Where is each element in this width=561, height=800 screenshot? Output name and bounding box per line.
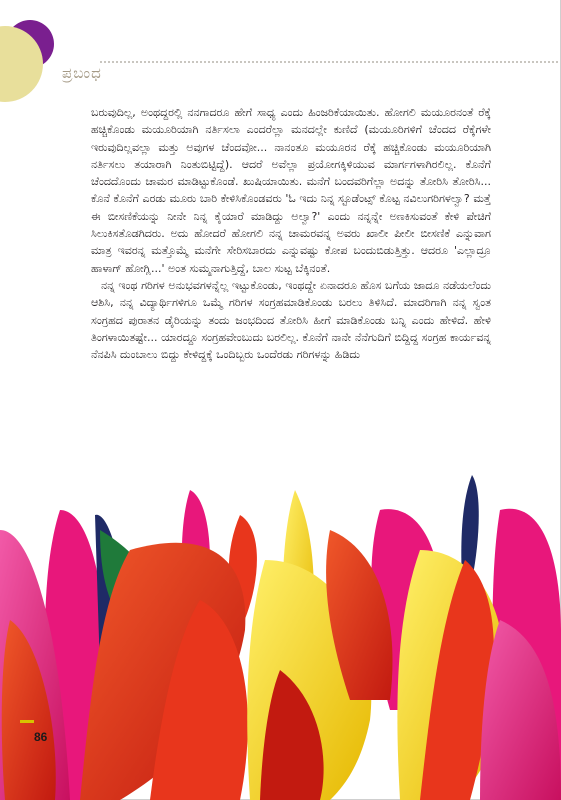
decorative-circles <box>0 0 70 110</box>
page-number: 86 <box>34 730 48 744</box>
article-paragraph: ನನ್ನ ಇಂಥ ಗರಿಗಳ ಅನುಭವಗಳನ್ನೆಲ್ಲ ಇಟ್ಟುಕೊಂಡು, ಇಂಥದ್ದೇ ಏನಾದರೂ ಹೊಸ ಬಗೆಯ ಜಾದೂ ನಡೆಯಲೆಂದು ಆಶಿಸಿ, ನನ್ನ ವಿದ್ಯಾರ್ಥಿಗಳಿಗೂ ಒಮ್ಮೆ ಗರಿಗಳ ಸಂಗ್ರಹಮಾಡಿಕೊಂಡು ಬರಲು ತಿಳಿಸಿದೆ. ಮಾದರಿಗಾಗಿ ನನ್ನ ಸ್ವಂತ ಸಂಗ್ರಹದ ಪುರಾತನ ಡೈರಿಯನ್ನು ತಂದು ಜಂಭದಿಂದ ತೋರಿಸಿ ಹೀಗೆ ಮಾಡಿಕೊಂಡು ಬನ್ನಿ ಎಂದು ಹೇಳಿದೆ. ಹೇಳಿ ತಿಂಗಳಾಯಿತಷ್ಟೇ... ಯಾರದ್ದೂ ಸಂಗ್ರಹವೇಂಬುದು ಬರಲಿಲ್ಲ. ಕೊನೆಗೆ ನಾನೇ ನೆನೆಗುದಿಗೆ ಬಿದ್ದಿದ್ದ ಸಂಗ್ರಹ ಕಾರ್ಯವನ್ನ ನೆನಪಿಸಿ ದುಂಬಾಲು ಬಿದ್ದು ಕೇಳಿದ್ದಕ್ಕೆ ಒಂದಿಬ್ಬರು ಒಂದೆರಡು ಗರಿಗಳನ್ನು ಹಿಡಿದು <box>91 278 491 362</box>
section-divider <box>100 61 558 63</box>
page-number-accent <box>20 720 34 723</box>
section-label: ಪ್ರಬಂಧ <box>62 64 102 82</box>
article-paragraph: ಬರುವುದಿಲ್ಲ, ಅಂಥದ್ದರಲ್ಲಿ ನನಗಾದರೂ ಹೇಗೆ ಸಾಧ್ಯ ಎಂದು ಹಿಂಜರಿಕೆಯಾಯಿತು. ಹೋಗಲಿ ಮಯೂರನಂತೆ ರೆಕ್ಕೆ ಹಚ್ಚಿಕೊಂಡು ಮಯೂರಿಯಾಗಿ ನರ್ತಿಸಲಾ ಎಂದರೆಲ್ಲಾ ಮನದಲ್ಲೇ ಕುಣಿದೆ (ಮಯೂರಿಗಳಿಗೆ ಚೆಂದದ ರೆಕ್ಕೆಗಳೇ ಇರುವುದಿಲ್ಲವಲ್ಲಾ ಮತ್ತು ಅವುಗಳ ಚೆಂದವೋ... ನಾನಂತೂ ಮಯೂರನ ರೆಕ್ಕೆ ಹಚ್ಚಿಕೊಂಡು ಮಯೂರಿಯಾಗಿ ನರ್ತಿಸಲು ತಯಾರಾಗಿ ನಿಂತುಬಿಟ್ಟಿದ್ದೆ). ಆದರೆ ಅವೆಲ್ಲಾ ಪ್ರಯೋಗಕ್ಕಿಳಿಯುವ ಮಾರ್ಗಗಳಾಗಿರಲಿಲ್ಲ. ಕೊನೆಗೆ ಚೆಂದದೊಂದು ಚಾಮರ ಮಾಡಿಟ್ಟುಕೊಂಡೆ. ಖುಷಿಯಾಯಿತು. ಮನೆಗೆ ಬಂದವರಿಗೆಲ್ಲಾ ಅದನ್ನು ತೋರಿಸಿ ತೋರಿಸಿ... ಕೊನೆ ಕೊನೆಗೆ ಎರಡು ಮೂರು ಬಾರಿ ಕೇಳಿಸಿಕೊಂಡವರು 'ಓ ಇದು ನಿನ್ನ ಸ್ಟೂಡೆಂಟ್ಸ್ ಕೊಟ್ಟ ನವಿಲುಗರಿಗಳಲ್ವಾ? ಮತ್ತೆ ಈ ಬೀಸಣಿಕೆಯನ್ನು ನೀನೇ ನಿನ್ನ ಕೈಯಾರೆ ಮಾಡಿದ್ದು ಅಲ್ವಾ?' ಎಂದು ನನ್ನನ್ನೇ ಅಣಕಿಸುವಂತೆ ಕೇಳಿ ಪೇಚಿಗೆ ಸಿಲುಕಿಸತೊಡಗಿದರು. ಅದು ಹೋದರೆ ಹೋಗಲಿ ನನ್ನ ಚಾಮರವನ್ನ ಅವರು ಖಾಲೀ ಪೀಲೀ ಬೀಸಣಿಕೆ ಎನ್ನುವಾಗ ಮಾತ್ರ ಇವರನ್ನ ಮತ್ತೊಮ್ಮೆ ಮನೆಗೇ ಸೇರಿಸಬಾರದು ಎನ್ನುವಷ್ಟು ಕೋಪ ಬಂದುಬಿಡುತ್ತಿತ್ತು. ಆದರೂ 'ಎಲ್ಲಾದ್ರೂ ಹಾಳಾಗ್ ಹೋಗ್ಲಿ...' ಅಂತ ಸುಮ್ಮನಾಗುತ್ತಿದ್ದೆ, ಬಾಲ ಸುಟ್ಟ ಬೆಕ್ಕಿನಂತೆ. <box>91 106 491 275</box>
feathers-illustration <box>0 470 561 800</box>
article-body <box>91 104 491 363</box>
